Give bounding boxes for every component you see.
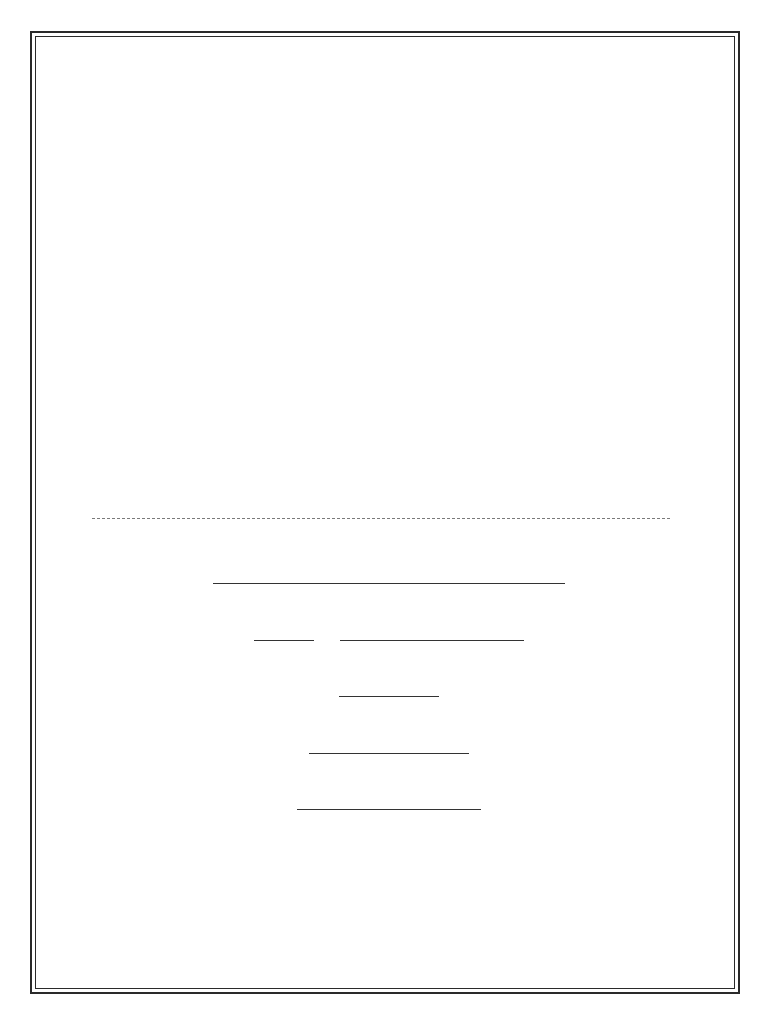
quantity-row bbox=[0, 676, 770, 697]
total-field[interactable] bbox=[309, 735, 469, 754]
date-row bbox=[0, 789, 770, 810]
student-name-row bbox=[0, 563, 770, 584]
total-row bbox=[0, 733, 770, 754]
student-name-field[interactable] bbox=[213, 565, 565, 584]
page-border-inner bbox=[35, 36, 735, 989]
grade-teacher-row bbox=[0, 620, 770, 641]
date-field[interactable] bbox=[297, 791, 481, 810]
popsicle-header-illustration bbox=[276, 44, 496, 166]
grade-field[interactable] bbox=[254, 622, 314, 641]
cut-line-divider bbox=[92, 518, 670, 519]
popsicle-footer-illustration bbox=[152, 918, 618, 974]
quantity-field[interactable] bbox=[339, 678, 439, 697]
teacher-name-field[interactable] bbox=[340, 622, 524, 641]
